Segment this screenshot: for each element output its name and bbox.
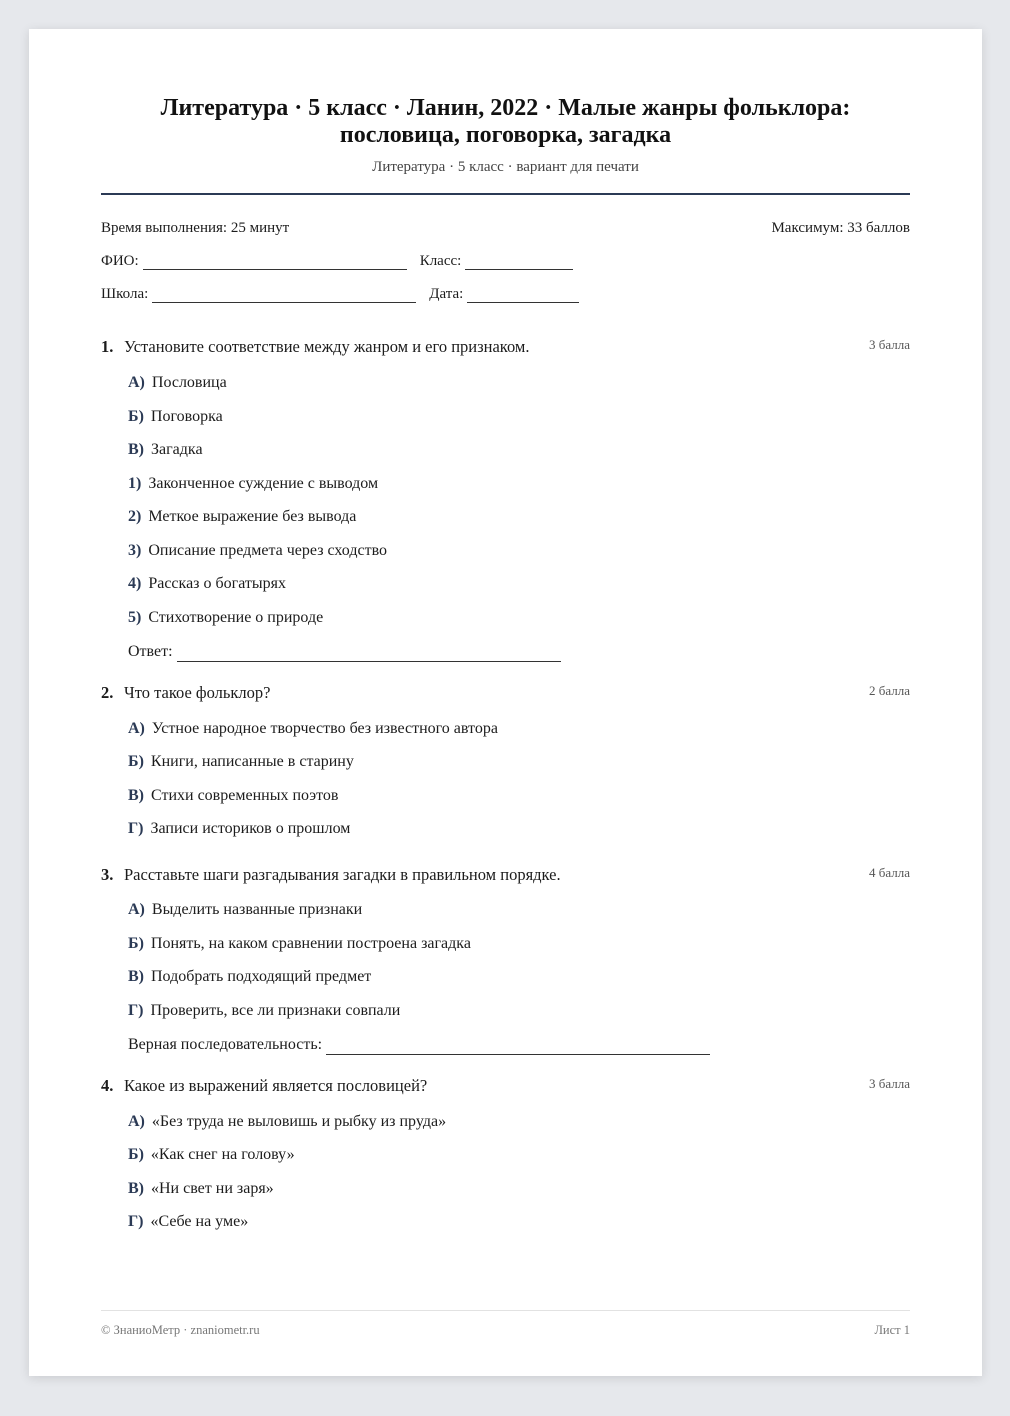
option-text: Книги, написанные в старину [150, 753, 354, 770]
question-4 [101, 1076, 910, 1233]
option-text: Загадка [151, 441, 203, 458]
option [128, 440, 910, 460]
question-2 [101, 683, 910, 840]
option-text: «Себе на уме» [150, 1213, 249, 1230]
school-label: Школа: [101, 286, 149, 302]
fio-label: ФИО: [101, 253, 139, 269]
option-label: 3) [128, 541, 142, 559]
option [128, 934, 910, 954]
option-label: Г) [128, 1213, 144, 1230]
option-label: А) [128, 1112, 145, 1130]
question-number: 1. [101, 337, 114, 356]
option [128, 574, 910, 594]
option-text: «Без труда не выловишь и рыбку из пруда» [151, 1112, 447, 1130]
fio-blank[interactable] [143, 255, 407, 270]
option-label: А) [128, 719, 145, 737]
option [128, 474, 910, 494]
fio-class-row [101, 252, 910, 270]
option-label: В) [128, 441, 144, 458]
question-points: 4 балла [869, 865, 910, 880]
question-text: Расставьте шаги разгадывания загадки в правильном порядке. [124, 865, 561, 884]
question-points: 2 балла [869, 682, 910, 698]
date-blank[interactable] [467, 288, 579, 303]
class-blank[interactable] [465, 255, 573, 270]
option-text: «Как снег на голову» [150, 1146, 295, 1163]
header-divider [101, 193, 910, 195]
option [128, 373, 910, 393]
option-text: Подобрать подходящий предмет [151, 968, 372, 985]
question-header [101, 683, 910, 703]
question-number: 4. [101, 1075, 114, 1095]
page-subtitle: Литература · 5 класс · вариант для печати [372, 159, 639, 175]
option-text: Описание предмета через сходство [148, 541, 388, 559]
question-1 [101, 337, 910, 662]
class-label: Класс: [419, 253, 462, 269]
option-label: 1) [128, 474, 142, 492]
option-text: Устное народное творчество без известного автора [151, 719, 498, 737]
date-label: Дата: [429, 286, 464, 302]
option [128, 1179, 910, 1199]
title-line-1: Литература · 5 класс · Ланин, 2022 · Малые жанры фольклора: [160, 95, 851, 121]
page-footer [101, 1310, 910, 1338]
option [128, 1112, 910, 1132]
option-text: Записи историков о прошлом [150, 820, 351, 837]
question-header [101, 337, 910, 357]
option-label: В) [128, 1179, 144, 1197]
option [128, 752, 910, 772]
option-label: Б) [128, 407, 144, 425]
option-label: А) [128, 901, 145, 918]
option-label: А) [128, 374, 145, 391]
question-text: Установите соответствие между жанром и его признаком. [124, 337, 530, 356]
option-text: Пословица [151, 374, 227, 391]
option-label: 2) [128, 508, 142, 525]
question-number: 2. [101, 682, 114, 702]
option-label: 4) [128, 575, 142, 592]
option [128, 541, 910, 561]
option-label: Г) [128, 820, 144, 837]
question-header [101, 1076, 910, 1096]
option-text: Стихи современных поэтов [151, 786, 339, 804]
question-header [101, 865, 910, 885]
option-label: Б) [128, 934, 144, 952]
max-score: Максимум: 33 баллов [771, 220, 910, 236]
time-limit: Время выполнения: 25 минут [101, 220, 290, 236]
option-text: Поговорка [150, 407, 223, 425]
option [128, 407, 910, 427]
question-points: 3 балла [869, 1075, 910, 1091]
question-number: 3. [101, 865, 114, 884]
option-text: «Ни свет ни заря» [151, 1179, 274, 1197]
question-points: 3 балла [869, 337, 910, 352]
option-label: Б) [128, 1146, 144, 1163]
school-date-row [101, 285, 910, 303]
option [128, 967, 910, 987]
option [128, 900, 910, 920]
sequence-answer-row [128, 1035, 910, 1055]
answer-label: Ответ: [128, 642, 173, 660]
option [128, 507, 910, 527]
page-number: Лист 1 [874, 1323, 910, 1337]
question-text: Какое из выражений является пословицей? [124, 1075, 428, 1095]
sequence-answer-label: Верная последовательность: [128, 1035, 323, 1053]
sequence-answer-blank[interactable] [326, 1040, 710, 1055]
footer-copyright: © ЗнаниоМетр · znaniometr.ru [101, 1323, 260, 1337]
header [101, 29, 910, 176]
option [128, 1212, 910, 1232]
option [128, 1145, 910, 1165]
option-text: Проверить, все ли признаки совпали [150, 1001, 401, 1019]
option-text: Стихотворение о природе [148, 608, 324, 626]
option-text: Меткое выражение без вывода [148, 508, 357, 525]
option-label: Б) [128, 753, 144, 770]
question-text: Что такое фольклор? [124, 682, 271, 702]
option [128, 786, 910, 806]
page-title [101, 95, 910, 149]
option-label: 5) [128, 608, 142, 626]
answer-row [128, 642, 910, 662]
option-label: Г) [128, 1001, 144, 1019]
worksheet-page [29, 29, 982, 1376]
option [128, 1001, 910, 1021]
answer-blank[interactable] [177, 647, 561, 662]
option [128, 719, 910, 739]
option [128, 819, 910, 839]
question-3 [101, 865, 910, 1055]
title-line-2: пословица, поговорка, загадка [339, 122, 672, 148]
option [128, 608, 910, 628]
page-content [101, 29, 910, 1232]
school-blank[interactable] [152, 288, 416, 303]
meta-row [101, 219, 910, 237]
option-text: Законченное суждение с выводом [148, 474, 379, 492]
option-label: В) [128, 968, 144, 985]
option-text: Понять, на каком сравнении построена загадка [150, 934, 471, 952]
option-label: В) [128, 786, 144, 804]
option-text: Рассказ о богатырях [148, 575, 286, 592]
option-text: Выделить названные признаки [151, 901, 363, 918]
